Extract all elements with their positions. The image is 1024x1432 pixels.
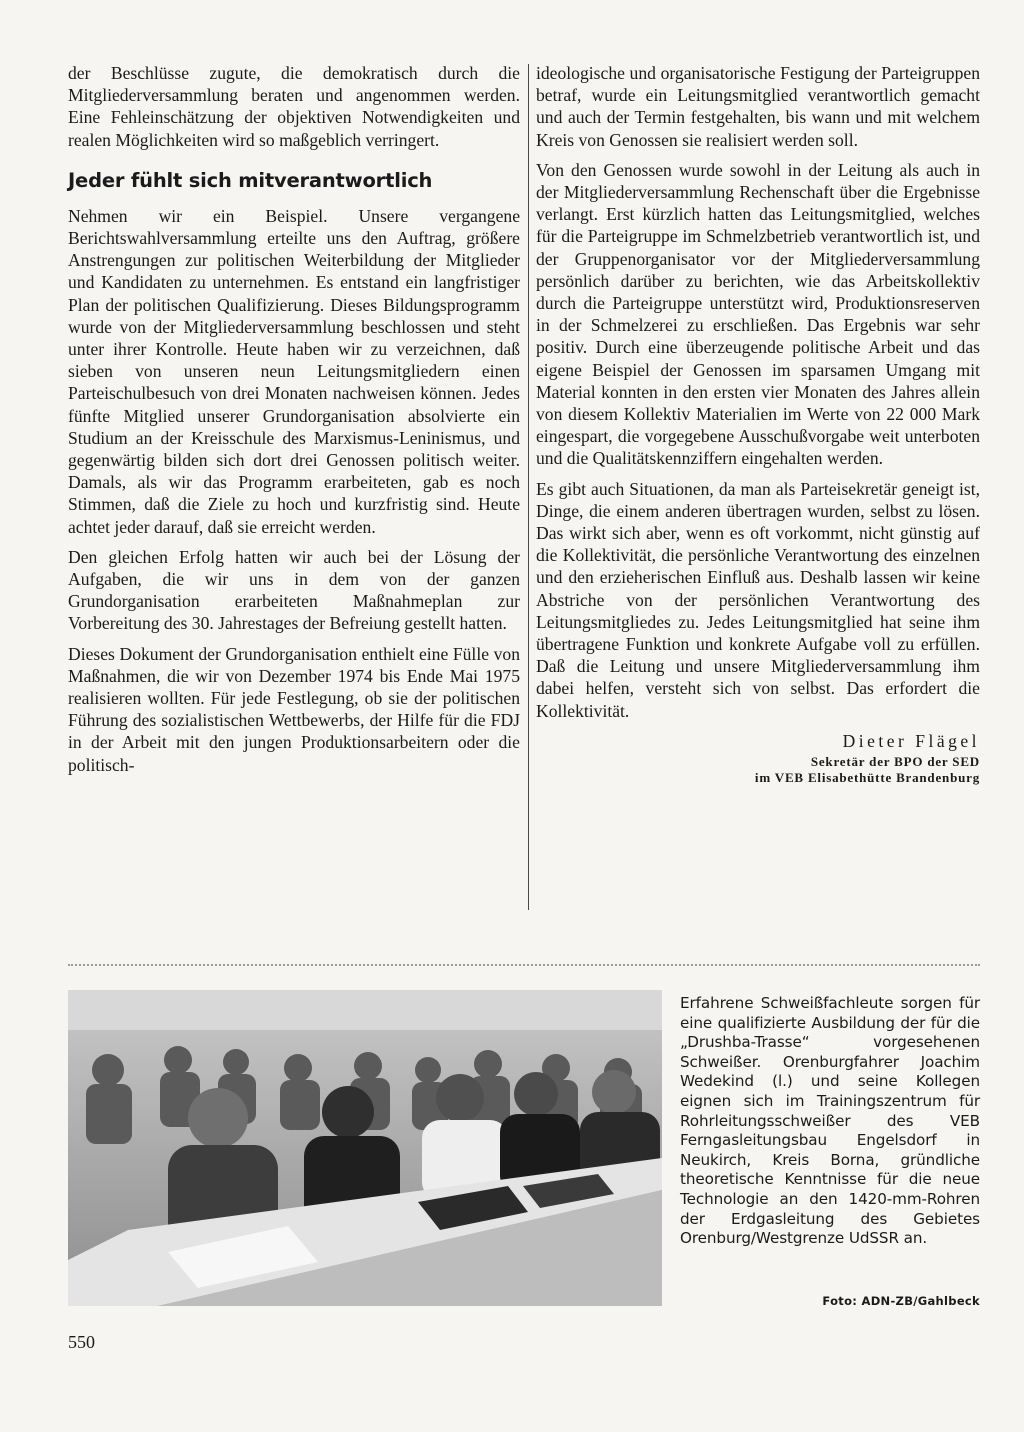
- body-paragraph: ideologische und organisatorische Festigung der Parteigruppen betraf, wurde ein Leitungsmitglied verantwortlich gemacht und auch der Termin festgehalten, bis wann und mit welchem Kreis von Genossen sie realisiert werden soll.: [536, 63, 980, 150]
- left-column: [68, 62, 520, 784]
- body-paragraph: Nehmen wir ein Beispiel. Unsere vergangene Berichtswahlversammlung erteilte uns den Auftrag, größere Anstrengungen zur politischen Weiterbildung der Mitglieder und Kandidaten zu unternehmen. Es entstand ein langfristiger Plan der politischen Qualifizierung. Dieses Bildungsprogramm wurde von der Mitgliederversammlung beschlossen und steht unter ihrer Kontrolle. Heute haben wir zu verzeichnen, daß sieben von unseren neun Leitungsmitgliedern einen Parteischulbesuch von drei Monaten nachweisen können. Jedes fünfte Mitglied unserer Grundorganisation absolvierte ein Studium an der Kreisschule des Marxismus-Leninismus, und gegenwärtig bilden sich dort drei Genossen politisch weiter. Damals, als wir das Programm erarbeiteten, gab es noch Stimmen, daß die Ziele zu hoch und kurzfristig sind. Heute achtet jeder darauf, daß sie erreicht werden.: [68, 205, 520, 537]
- right-column: [536, 62, 980, 786]
- photo-credit: Foto: ADN-ZB/Gahlbeck: [822, 1294, 980, 1308]
- photo-illustration: [68, 990, 662, 1306]
- author-name: Dieter Flägel: [842, 730, 980, 751]
- body-paragraph: Von den Genossen wurde sowohl in der Leitung als auch in der Mitgliederversammlung Rechenschaft über die Ergebnisse verlangt. Erst kürzlich hatten das Leitungsmitglied, welches für die Parteigruppe im Schmelzbetrieb verantwortlich ist, und der Gruppenorganisator vor der Mitgliederversammlung persönlich darüber zu berichten, wie das Arbeitskollektiv durch die Parteigruppe unterstützt wird, Produktionsreserven in der Schmelzerei zu erschließen. Das Ergebnis war sehr positiv. Durch eine überzeugende politische Arbeit und das eigene Beispiel der Genossen im sparsamen Umgang mit Material konnten in den ersten vier Monaten des Jahres allein von diesem Kollektiv Materialien im Werte von 22 000 Mark eingespart, die vorgegebene Ausschußvorgabe weit unterboten und die Qualitätskennziffern eingehalten werden.: [536, 159, 980, 469]
- page-number: 550: [68, 1332, 95, 1352]
- body-paragraph: Es gibt auch Situationen, da man als Parteisekretär geneigt ist, Dinge, die einem anderen übertragen wurden, selbst zu lösen. Das wirkt sich aber, wenn es oft vorkommt, nicht günstig auf die Kollektivität, die persönliche Verantwortung des einzelnen und den erzieherischen Einfluß aus. Deshalb lassen wir keine Abstriche von der persönlichen Verantwortung des Leitungsmitgliedes zu. Jedes Leitungsmitglied hat seine ihm übertragene Funktion und konkrete Aufgabe voll zu erfüllen. Daß die Leitung und unsere Mitgliederversammlung ihm dabei helfen, versteht sich von selbst. Das erfordert die Kollektivität.: [536, 478, 980, 721]
- author-affiliation: im VEB Elisabethütte Brandenburg: [754, 769, 980, 785]
- photo-caption: Erfahrene Schweißfachleute sorgen für eine qualifizierte Ausbildung der für die „Drushba-Trasse“ vorgesehenen Schweißer. Orenburgfahrer Joachim Wedekind (l.) und seine Kollegen eignen sich im Trainingszentrum für Rohrleitungsschweißer des VEB Ferngasleitungsbau Engelsdorf in Neukirch, Kreis Borna, gründliche theoretische Kenntnisse für die neue Technologie an den 1420-mm-Rohren der Erdgasleitung des Gebietes Orenburg/Westgrenze UdSSR an.: [680, 994, 980, 1248]
- signature-block: [536, 730, 980, 786]
- body-paragraph: Den gleichen Erfolg hatten wir auch bei der Lösung der Aufgaben, die wir uns in dem von der ganzen Grundorganisation erarbeiteten Maßnahmeplan zur Vorbereitung des 30. Jahrestages der Befreiung gestellt hatten.: [68, 546, 520, 634]
- dotted-separator: [68, 964, 980, 966]
- author-role: Sekretär der BPO der SED: [810, 753, 980, 769]
- body-paragraph: Dieses Dokument der Grundorganisation enthielt eine Fülle von Maßnahmen, die wir von Dezember 1974 bis Ende Mai 1975 realisieren wollten. Für jede Festlegung, ob sie der politischen Führung des sozialistischen Wettbewerbs, der Hilfe für die FDJ in der Arbeit mit den jungen Produktionsarbeitern oder die politisch-: [68, 643, 520, 775]
- intro-paragraph: der Beschlüsse zugute, die demokratisch durch die Mitgliederversammlung beraten und angenommen werden. Eine Fehleinschätzung der objektiven Notwendigkeiten und realen Möglichkeiten wird so maßgeblich verringert.: [68, 63, 520, 150]
- classroom-photo: [68, 990, 662, 1306]
- section-heading: Jeder fühlt sich mitverantwortlich: [68, 168, 433, 192]
- column-divider: [528, 64, 529, 910]
